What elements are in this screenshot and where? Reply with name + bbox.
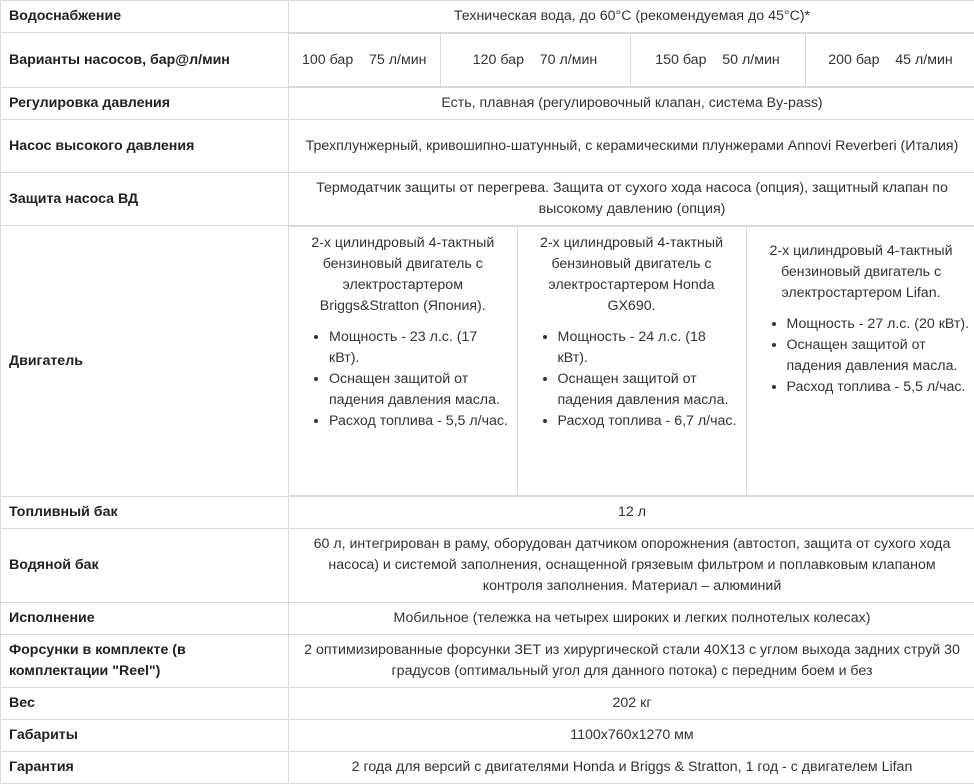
table-row [1,529,974,603]
table-row [1,497,974,529]
pump-option [805,34,974,87]
engine-intro: 2-х цилиндровый 4-тактный бензиновый двигатель с электростартером Lifan. [753,241,970,304]
row-value: 2 года для версий с двигателями Honda и Briggs & Stratton, 1 год - с двигателем Lifan [289,752,974,784]
engine-intro: 2-х цилиндровый 4-тактный бензиновый двигатель с электростартером Briggs&Stratton (Япония). [295,233,511,317]
engine-features [524,327,740,432]
engine-features [753,314,970,398]
row-value: Мобильное (тележка на четырех широких и легких полнотелых колесах) [289,603,974,635]
row-label: Защита насоса ВД [1,173,289,226]
engine-option [517,227,746,496]
row-value: 60 л, интегрирован в раму, оборудован датчиком опорожнения (автостоп, защита от сухого хода насоса) и системой заполнения, оснащенной грязевым фильтром и поплавковым клапаном контроля заполнения. Материал – алюминий [289,529,974,603]
row-value: 12 л [289,497,974,529]
table-row [1,33,974,88]
table-row [1,635,974,688]
pump-pressure: 150 бар [655,52,706,68]
engine-intro: 2-х цилиндровый 4-тактный бензиновый двигатель с электростартером Honda GX690. [524,233,740,317]
row-value: Термодатчик защиты от перегрева. Защита от сухого хода насоса (опция), защитный клапан по высокому давлению (опция) [289,173,974,226]
pump-flow: 75 л/мин [369,52,426,68]
engine-oil-protection: • Оснащен защитой от падения давления масла. [787,335,970,377]
pump-flow: 70 л/мин [540,52,597,68]
row-value: Техническая вода, до 60°С (рекомендуемая до 45°С)* [289,1,974,33]
engine-cell [289,226,974,497]
row-label: Габариты [1,720,289,752]
engine-option [746,227,974,496]
row-label: Двигатель [1,226,289,497]
engine-oil-protection: • Оснащен защитой от падения давления масла. [558,369,740,411]
row-value: Есть, плавная (регулировочный клапан, система By-pass) [289,88,974,120]
row-label: Водяной бак [1,529,289,603]
row-label: Исполнение [1,603,289,635]
engine-power: • Мощность - 27 л.с. (20 кВт). [787,314,970,335]
pump-flow: 50 л/мин [722,52,779,68]
table-row [1,226,974,497]
row-label: Форсунки в комплекте (в комплектации "Reel") [1,635,289,688]
row-label: Регулировка давления [1,88,289,120]
row-value: 2 оптимизированные форсунки ЗЕТ из хирургической стали 40Х13 с углом выхода задних струй 30 градусов (оптимальный угол для данного потока) с передним боем и без [289,635,974,688]
engine-power: • Мощность - 23 л.с. (17 кВт). [329,327,511,369]
table-row [1,88,974,120]
engine-fuel-consumption: • Расход топлива - 6,7 л/час. [558,411,740,432]
engine-fuel-consumption: • Расход топлива - 5,5 л/час. [329,411,511,432]
table-row [1,720,974,752]
pump-pressure: 200 бар [828,52,879,68]
pump-pressure: 120 бар [473,52,524,68]
engine-features [295,327,511,432]
table-row [1,120,974,173]
table-row [1,1,974,33]
row-label: Гарантия [1,752,289,784]
row-label: Водоснабжение [1,1,289,33]
table-row [1,603,974,635]
pump-option [630,34,805,87]
engine-option [289,227,517,496]
pump-option [289,34,440,87]
pump-variants-cell [289,33,974,88]
engine-power: • Мощность - 24 л.с. (18 кВт). [558,327,740,369]
row-value: Трехплунжерный, кривошипно-шатунный, с керамическими плунжерами Annovi Reverberi (Италия) [289,120,974,173]
row-value: 202 кг [289,688,974,720]
row-label: Топливный бак [1,497,289,529]
pump-option [440,34,630,87]
table-row [1,752,974,784]
engine-oil-protection: • Оснащен защитой от падения давления масла. [329,369,511,411]
table-row [1,173,974,226]
pump-flow: 45 л/мин [895,52,952,68]
table-row [1,688,974,720]
row-label: Варианты насосов, бар@л/мин [1,33,289,88]
engine-fuel-consumption: • Расход топлива - 5,5 л/час. [787,377,970,398]
pump-pressure: 100 бар [302,52,353,68]
row-value: 1100х760х1270 мм [289,720,974,752]
row-label: Вес [1,688,289,720]
row-label: Насос высокого давления [1,120,289,173]
